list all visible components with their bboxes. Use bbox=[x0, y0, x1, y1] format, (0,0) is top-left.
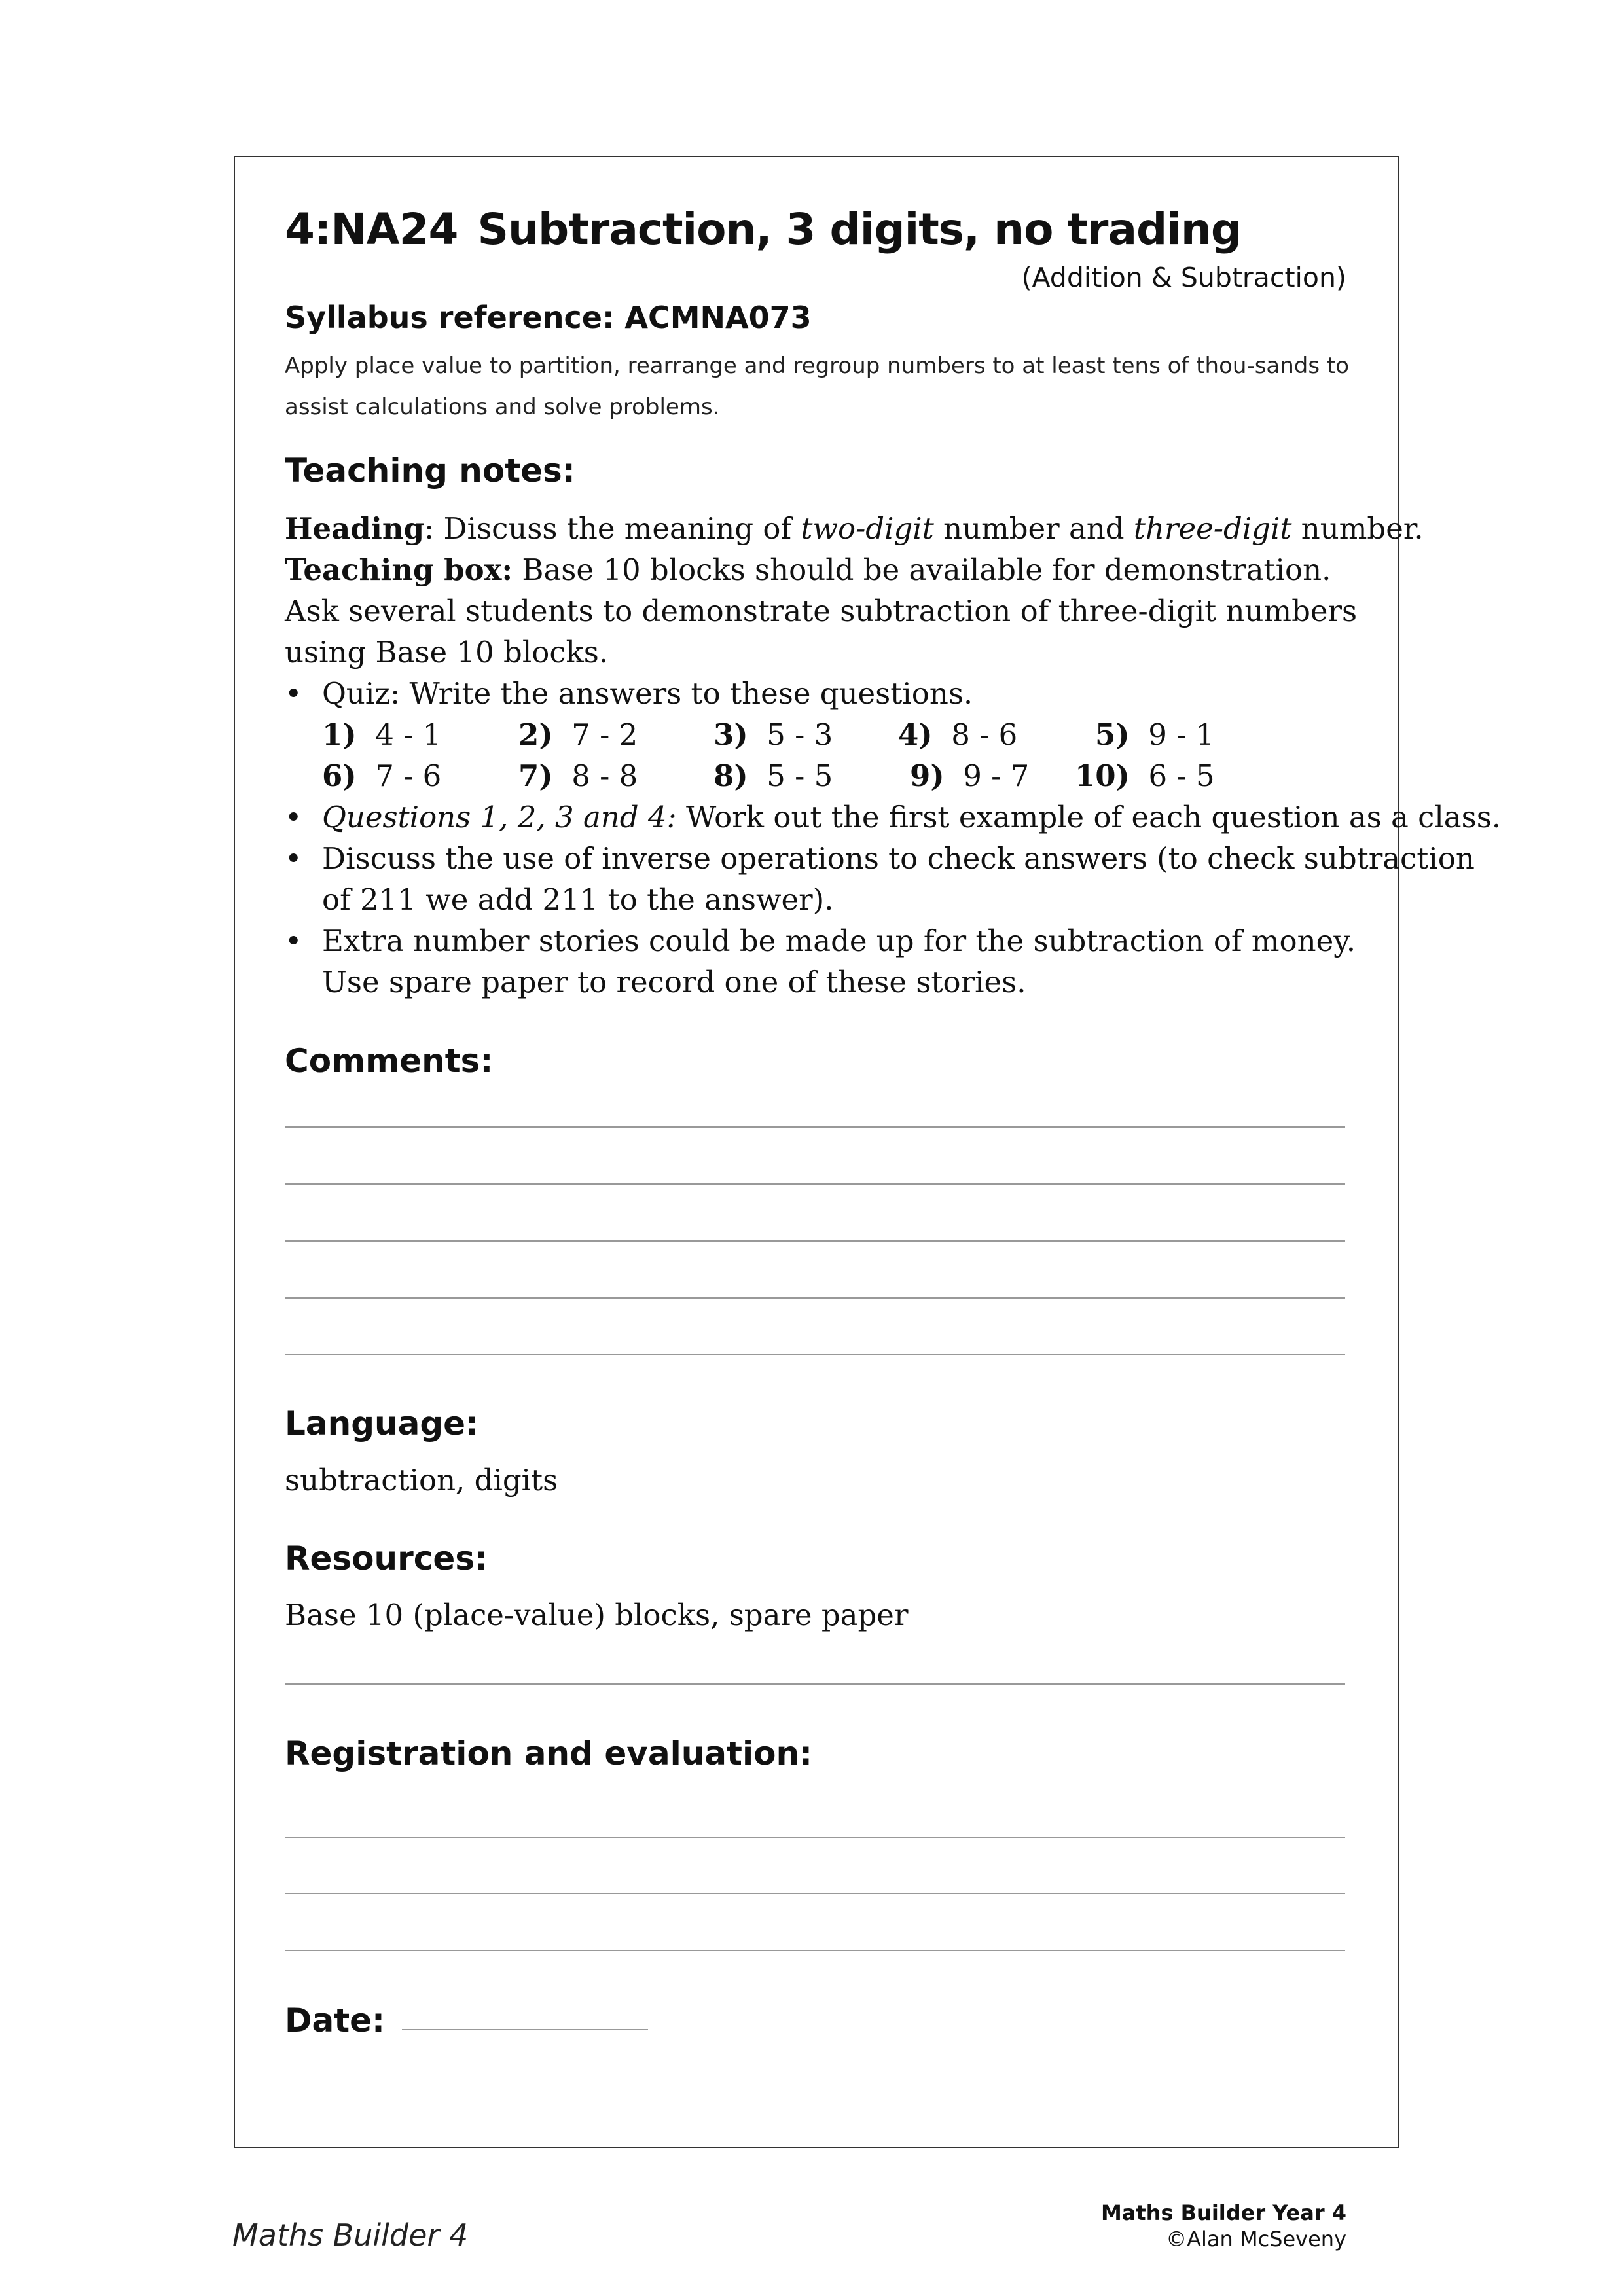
quiz-paren: ) bbox=[342, 717, 357, 752]
notes-bullet: • Discuss the use of inverse operations to check answers (to check subtraction bbox=[285, 838, 1345, 879]
quiz-item bbox=[1095, 714, 1214, 755]
comment-line[interactable] bbox=[285, 1354, 1345, 1355]
quiz-item bbox=[713, 755, 833, 797]
emphasis: Questions 1, 2, 3 and 4: bbox=[322, 800, 677, 834]
lesson-title: Subtraction, 3 digits, no trading bbox=[477, 204, 1242, 255]
text: Base 10 blocks should be available for demonstration. bbox=[513, 552, 1331, 587]
quiz-paren: ) bbox=[930, 759, 945, 793]
footer-book-title: Maths Builder 4 bbox=[232, 2217, 469, 2253]
quiz-row-2 bbox=[285, 755, 1345, 797]
resources-heading: Resources: bbox=[285, 1539, 488, 1577]
quiz-bullet: • Quiz: Write the answers to these questions. bbox=[285, 673, 1345, 714]
quiz-item bbox=[898, 714, 1017, 755]
registration-line[interactable] bbox=[285, 1950, 1345, 1951]
quiz-paren: ) bbox=[1115, 717, 1130, 752]
quiz-number: 5 bbox=[1095, 717, 1116, 752]
teaching-box-label: Teaching box: bbox=[285, 552, 513, 587]
notes-line: Ask several students to demonstrate subtraction of three-digit numbers bbox=[285, 594, 1358, 628]
page-title bbox=[285, 204, 1261, 255]
quiz-question: 5 - 3 bbox=[767, 717, 833, 752]
quiz-item bbox=[1075, 755, 1215, 797]
notes-bullet: • Extra number stories could be made up for the subtraction of money. bbox=[285, 920, 1345, 961]
quiz-paren: ) bbox=[342, 759, 357, 793]
quiz-paren: ) bbox=[1115, 759, 1130, 793]
emphasis: two-digit bbox=[801, 511, 934, 546]
footer-series-title: Maths Builder Year 4 bbox=[1100, 2200, 1346, 2225]
quiz-number: 2 bbox=[518, 717, 539, 752]
comment-line[interactable] bbox=[285, 1126, 1345, 1128]
quiz-number: 3 bbox=[713, 717, 734, 752]
quiz-number: 7 bbox=[518, 759, 539, 793]
quiz-number: 9 bbox=[910, 759, 931, 793]
footer-copyright: ©Alan McSeveny bbox=[1166, 2227, 1346, 2251]
teaching-notes-body bbox=[285, 508, 1502, 1003]
quiz-number: 4 bbox=[898, 717, 919, 752]
quiz-paren: ) bbox=[734, 717, 748, 752]
quiz-question: 8 - 8 bbox=[571, 759, 638, 793]
quiz-question: 9 - 1 bbox=[1148, 717, 1215, 752]
notes-line-teaching-box bbox=[285, 549, 1345, 590]
quiz-question: 5 - 5 bbox=[767, 759, 833, 793]
notes-bullet-continuation: of 211 we add 211 to the answer). bbox=[322, 882, 834, 917]
quiz-item bbox=[910, 755, 1029, 797]
syllabus-reference: Syllabus reference: ACMNA073 bbox=[285, 300, 812, 335]
registration-line[interactable] bbox=[285, 1837, 1345, 1838]
registration-line[interactable] bbox=[285, 1893, 1345, 1894]
quiz-question: 7 - 6 bbox=[375, 759, 442, 793]
quiz-item bbox=[518, 714, 638, 755]
comment-line[interactable] bbox=[285, 1240, 1345, 1242]
text: : Discuss the meaning of bbox=[424, 511, 801, 546]
text: Work out the first example of each question as a class. bbox=[676, 800, 1502, 834]
date-line[interactable] bbox=[402, 2029, 648, 2030]
notes-line-heading bbox=[285, 508, 1424, 549]
quiz-question: 7 - 2 bbox=[571, 717, 638, 752]
text: number. bbox=[1291, 511, 1424, 546]
resources-text: Base 10 (place-value) blocks, spare paper bbox=[285, 1598, 909, 1632]
quiz-number: 6 bbox=[322, 759, 343, 793]
notes-bullet-continuation: Use spare paper to record one of these stories. bbox=[322, 965, 1026, 999]
quiz-item bbox=[322, 714, 441, 755]
language-text: subtraction, digits bbox=[285, 1463, 558, 1498]
emphasis: three-digit bbox=[1133, 511, 1292, 546]
quiz-paren: ) bbox=[539, 759, 553, 793]
quiz-row-1 bbox=[285, 714, 1345, 755]
quiz-question: 8 - 6 bbox=[951, 717, 1018, 752]
quiz-paren: ) bbox=[918, 717, 933, 752]
quiz-number: 8 bbox=[713, 759, 734, 793]
text: number and bbox=[933, 511, 1134, 546]
quiz-item bbox=[713, 714, 833, 755]
heading-label: Heading bbox=[285, 511, 425, 546]
syllabus-description: Apply place value to partition, rearrange and regroup numbers to at least tens of thou-sands to assist calculations and solve problems. bbox=[285, 353, 1350, 420]
quiz-question: 4 - 1 bbox=[375, 717, 442, 752]
quiz-item bbox=[518, 755, 638, 797]
notes-bullet bbox=[285, 797, 1502, 838]
quiz-paren: ) bbox=[539, 717, 553, 752]
quiz-number: 1 bbox=[322, 717, 343, 752]
quiz-question: 6 - 5 bbox=[1148, 759, 1215, 793]
comments-heading: Comments: bbox=[285, 1042, 494, 1080]
teaching-notes-heading: Teaching notes: bbox=[285, 452, 575, 490]
comment-line[interactable] bbox=[285, 1183, 1345, 1185]
language-heading: Language: bbox=[285, 1405, 479, 1443]
lesson-code: 4:NA24 bbox=[285, 204, 458, 255]
quiz-number: 10 bbox=[1075, 759, 1116, 793]
quiz-item bbox=[322, 755, 441, 797]
comment-line[interactable] bbox=[285, 1297, 1345, 1299]
resources-line bbox=[285, 1683, 1345, 1685]
strand-label: (Addition & Subtraction) bbox=[1021, 262, 1346, 293]
quiz-question: 9 - 7 bbox=[963, 759, 1030, 793]
notes-line: using Base 10 blocks. bbox=[285, 635, 609, 670]
registration-heading: Registration and evaluation: bbox=[285, 1734, 813, 1772]
quiz-paren: ) bbox=[734, 759, 748, 793]
date-label: Date: bbox=[285, 2001, 386, 2039]
